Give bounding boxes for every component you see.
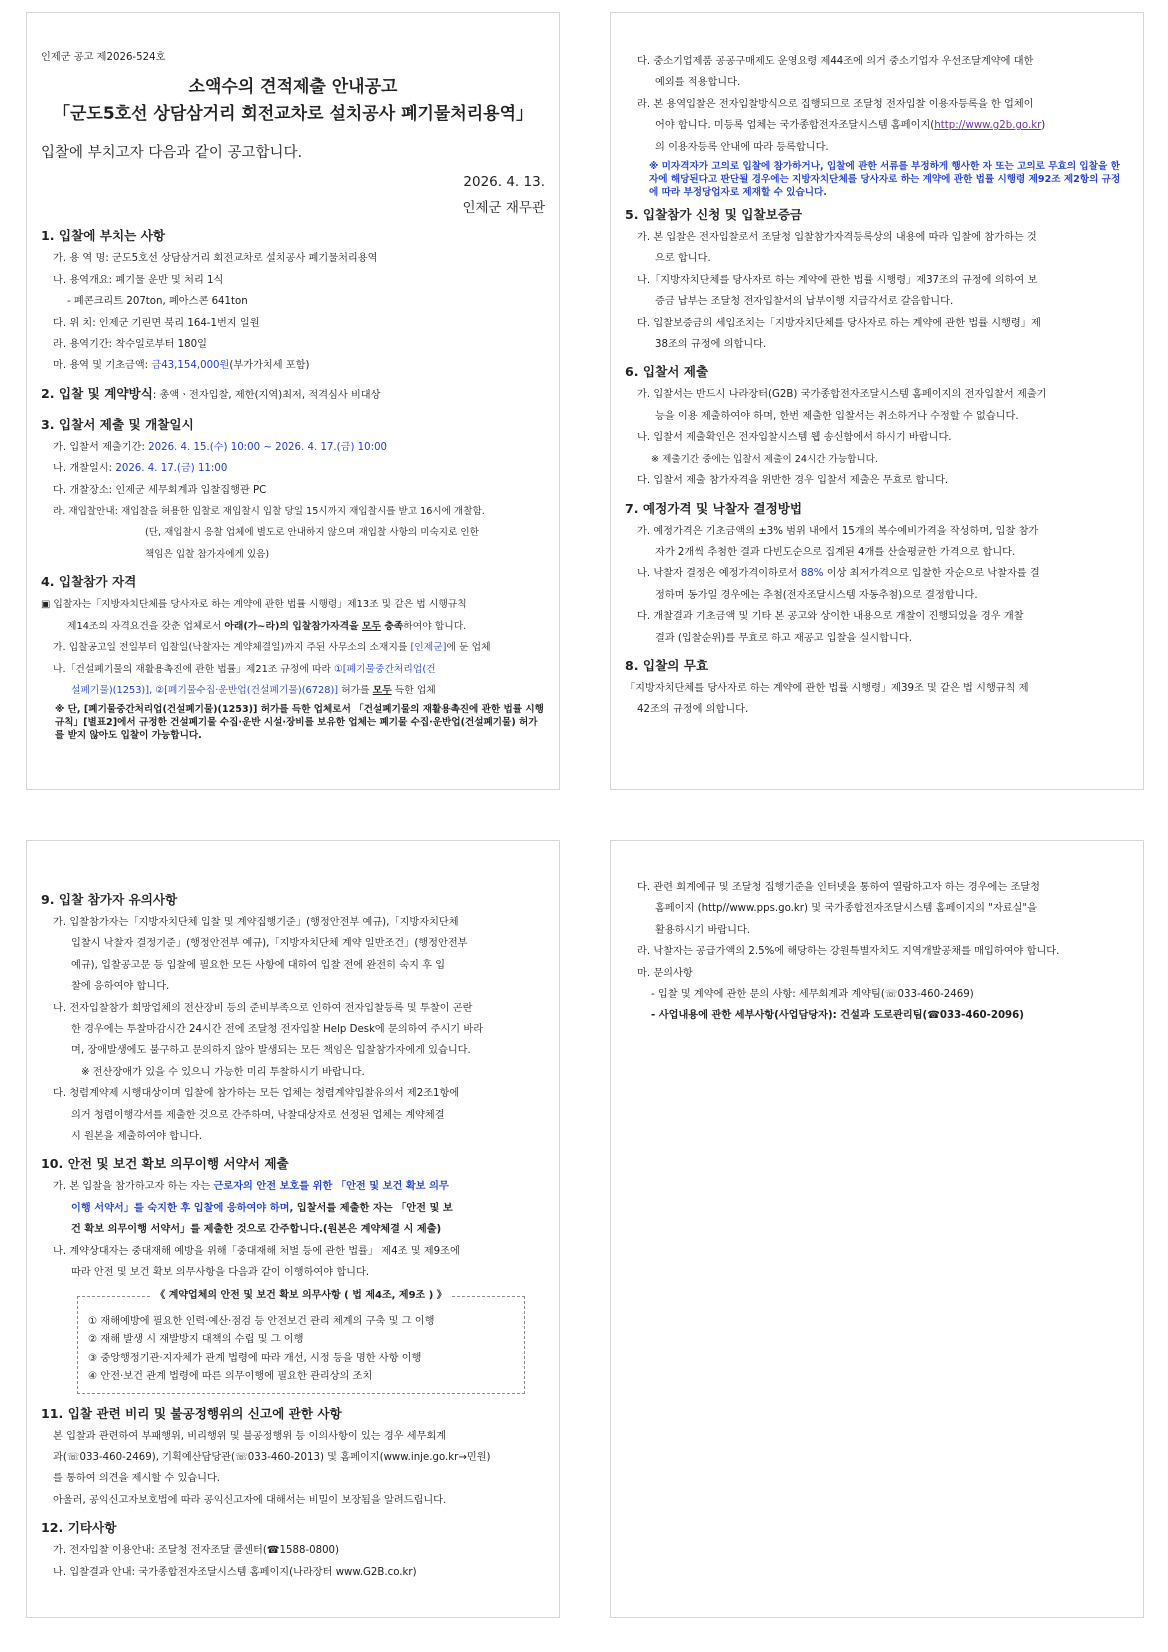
s4-line: 가. 입찰공고일 전일부터 입찰일(낙찰자는 계약체결일)까지 주된 사무소의 소재지를 [인제군]에 둔 업체 xyxy=(53,642,491,654)
p4-line: 다. 관련 회계예규 및 조달청 집행기준을 인터넷을 통하여 열람하고자 하는 경우에는 조달청 xyxy=(637,882,1040,893)
s3-line: 다. 개찰장소: 인제군 세무회계과 입찰집행관 PC xyxy=(53,484,267,496)
s11-line: 를 통하여 의견을 제시할 수 있습니다. xyxy=(53,1473,221,1485)
lead-sentence: 입찰에 부치고자 다음과 같이 공고합니다. xyxy=(41,145,303,162)
s5-line: 다. 입찰보증금의 세입조치는「지방자치단체를 당사자로 하는 계약에 관한 법률 시행령」제 xyxy=(637,317,1041,329)
s4-note: ※ 단, [폐기물중간처리업(건설폐기물)(1253)] 허가를 득한 업체로서 「건설폐기물의 재활용촉진에 관한 법률 시행규칙」[별표2]에서 규정한 건설폐기물 수집·운반 시설·장비를 보유한 업체는 폐기물 수집·운반업(건설폐기물) 허가를 받지 않아도 입찰이 가능합니다. xyxy=(55,704,544,742)
s9-line: 한 경우에는 투찰마감시간 24시간 전에 조달청 전자입찰 Help Desk에 문의하여 주시기 바라 xyxy=(71,1024,484,1036)
s7-line: 결과 (입찰순위)를 무효로 하고 재공고 입찰을 실시합니다. xyxy=(655,632,912,644)
section-8-heading: 8. 입찰의 무효 xyxy=(625,657,709,673)
document-page-1 xyxy=(26,12,560,790)
s1-line: 라. 용역기간: 착수일로부터 180일 xyxy=(53,339,207,351)
s1-line: 다. 위 치: 인제군 기린면 북리 164-1번지 일원 xyxy=(53,317,260,329)
document-page-4 xyxy=(610,840,1144,1618)
s11-line: 아울러, 공익신고자보호법에 따라 공익신고자에 대해서는 비밀이 보장됨을 알려드립니다. xyxy=(53,1494,447,1506)
s7-line: 정하며 동가일 경우에는 추첨(전자조달시스템 자동추첨)으로 결정합니다. xyxy=(655,589,978,601)
s7-line: 자가 2개씩 추첨한 결과 다빈도순으로 집계된 4개를 산술평균한 가격으로 합니다. xyxy=(655,546,1016,558)
s10-line: 따라 안전 및 보건 확보 의무사항을 다음과 같이 이행하여야 합니다. xyxy=(71,1267,370,1279)
g2b-link[interactable]: http://www.g2b.go.kr xyxy=(934,120,1042,132)
s6-line: ※ 제출기간 중에는 입찰서 제출이 24시간 가능합니다. xyxy=(651,453,878,465)
p2-warning-note: ※ 미자격자가 고의로 입찰에 참가하거나, 입찰에 관한 서류를 부정하게 행사한 자 또는 고의로 무효의 입찰을 한 자에 해당된다고 판단될 경우에는 지방자치단체를 당사자로 하는 계약에 관한 법률 시행령 제92조 제2항의 규정에 따라 부정당업자로 제재할 수 있습니다. xyxy=(649,161,1121,199)
s5-line: 가. 본 입찰은 전자입찰로서 조달청 입찰참가자격등록상의 내용에 따라 입찰에 참가하는 것 xyxy=(637,232,1037,244)
s1-line: - 폐콘크리트 207ton, 폐아스콘 641ton xyxy=(67,296,248,308)
section-3-heading: 3. 입찰서 제출 및 개찰일시 xyxy=(41,416,194,432)
s5-line: 으로 합니다. xyxy=(655,253,711,265)
section-4-heading: 4. 입찰참가 자격 xyxy=(41,574,137,590)
safety-item: ④ 안전·보건 관계 법령에 따른 의무이행에 필요한 관리상의 조치 xyxy=(88,1371,373,1382)
safety-item: ② 재해 발생 시 재발방지 대책의 수립 및 그 이행 xyxy=(88,1334,304,1345)
p2-line: 라. 본 용역입찰은 전자입찰방식으로 집행되므로 조달청 전자입찰 이용자등록을 한 업체이 xyxy=(637,98,1034,110)
document-subtitle: 「군도5호선 상담삼거리 회전교차로 설치공사 폐기물처리용역」 xyxy=(52,104,534,125)
s6-line: 가. 입찰서는 반드시 나라장터(G2B) 국가종합전자조달시스템 홈페이지의 전자입찰서 제출기 xyxy=(637,389,1047,401)
base-amount: 금43,154,000원 xyxy=(151,360,230,372)
s6-line: 다. 입찰서 제출 참가자격을 위반한 경우 입찰서 제출은 무효로 합니다. xyxy=(637,475,949,487)
section-2-heading: 2. 입찰 및 계약방식: 총액ㆍ전자입찰, 제한(지역)최저, 적격심사 비대상 xyxy=(41,385,381,401)
s11-line: 본 입찰과 관련하여 부패행위, 비리행위 및 불공정행위 등 이의사항이 있는 경우 세무회계 xyxy=(53,1430,447,1442)
section-7-heading: 7. 예정가격 및 낙찰자 결정방법 xyxy=(625,500,803,516)
section-11-heading: 11. 입찰 관련 비리 및 불공정행위의 신고에 관한 사항 xyxy=(41,1405,342,1421)
s9-line: 다. 청렴계약제 시행대상이며 입찰에 참가하는 모든 업체는 청렴계약입찰유의서 제2조1항에 xyxy=(53,1088,460,1100)
p2-line: 다. 중소기업제품 공공구매제도 운영요령 제44조에 의거 중소기업자 우선조달계약에 대한 xyxy=(637,56,1034,67)
s12-line: 가. 전자입찰 이용안내: 조달청 전자조달 콜센터(☎1588-0800) xyxy=(53,1545,340,1557)
safety-obligations-box xyxy=(77,1289,525,1394)
section-10-heading: 10. 안전 및 보건 확보 의무이행 서약서 제출 xyxy=(41,1156,289,1172)
p4-line: 라. 낙찰자는 공급가액의 2.5%에 해당하는 강원특별자치도 지역개발공채를 매입하여야 합니다. xyxy=(637,946,1060,958)
s1-line: 나. 용역개요: 폐기물 운반 및 처리 1식 xyxy=(53,274,224,286)
s4-line: 나.「건설폐기물의 재활용촉진에 관한 법률」제21조 규정에 따라 ①[폐기물중간처리업(건 xyxy=(53,663,436,675)
s10-line: 이행 서약서」를 숙지한 후 입찰에 응하여야 하며, 입찰서를 제출한 자는 「안전 및 보 xyxy=(71,1202,453,1214)
s9-line: 나. 전자입찰참가 희망업체의 전산장비 등의 준비부족으로 인하여 전자입찰등록 및 투찰이 곤란 xyxy=(53,1002,473,1014)
document-page-2 xyxy=(610,12,1144,790)
safety-item: ③ 중앙행정기관·지자체가 관계 법령에 따라 개선, 시정 등을 명한 사항 이행 xyxy=(88,1352,422,1364)
s12-line: 나. 입찰결과 안내: 국가종합전자조달시스템 홈페이지(나라장터 www.G2B.co.kr) xyxy=(53,1566,417,1578)
s9-line: 입찰시 낙찰자 결정기준」(행정안전부 예규),「지방자치단체 계약 일반조건」(행정안전부 xyxy=(71,938,468,950)
s8-line: 42조의 규정에 의합니다. xyxy=(637,704,749,716)
s3-line: (단, 재입찰시 응찰 업체에 별도로 안내하지 않으며 재입찰 사항의 미숙지로 인한 xyxy=(145,527,479,539)
notice-number: 인제군 공고 제2026-524호 xyxy=(41,52,166,63)
s9-line: 시 원본을 제출하여야 합니다. xyxy=(71,1131,203,1143)
safety-item: ① 재해예방에 필요한 인력·예산·점검 등 안전보건 관리 체계의 구축 및 그 이행 xyxy=(88,1315,435,1327)
s1-line: 마. 용역 및 기초금액: 금43,154,000원(부가가치세 포함) xyxy=(53,360,310,372)
s9-line: 가. 입찰참가자는「지방자치단체 입찰 및 계약집행기준」(행정안전부 예규),「지방자치단체 xyxy=(53,917,459,928)
s1-line: 가. 용 역 명: 군도5호선 상담삼거리 회전교차로 설치공사 폐기물처리용역 xyxy=(53,253,378,265)
section-6-heading: 6. 입찰서 제출 xyxy=(625,364,709,380)
document-title: 소액수의 견적제출 안내공고 xyxy=(188,77,398,98)
section-12-heading: 12. 기타사항 xyxy=(41,1520,117,1536)
s4-line: 설폐기물)(1253)], ②[폐기물수집·운반업(건설폐기물)(6728)] 허가를 모두 득한 업체 xyxy=(71,684,436,696)
section-5-heading: 5. 입찰참가 신청 및 입찰보증금 xyxy=(625,207,803,223)
s10-line: 가. 본 입찰을 참가하고자 하는 자는 근로자의 안전 보호를 위한 「안전 및 보건 확보 의무 xyxy=(53,1181,449,1193)
p2-line: 의 이용자등록 안내에 따라 등록합니다. xyxy=(655,141,829,153)
p4-line: - 입찰 및 계약에 관한 문의 사항: 세무회계과 계약팀(☏033-460-2469) xyxy=(651,989,974,1001)
s7-line: 나. 낙찰자 결정은 예정가격이하로서 88% 이상 최저가격으로 입찰한 자순으로 낙찰자를 결 xyxy=(637,568,1040,580)
s5-line: 38조의 규정에 의합니다. xyxy=(655,339,767,351)
p2-line: 예외를 적용합니다. xyxy=(655,77,741,89)
s9-line: 며, 장애발생에도 불구하고 문의하지 않아 발생되는 모든 책임은 입찰참가자에게 있습니다. xyxy=(71,1045,471,1057)
section-1-heading: 1. 입찰에 부치는 사항 xyxy=(41,228,166,244)
p4-line: 마. 문의사항 xyxy=(637,967,693,979)
document-page-3 xyxy=(26,840,560,1618)
s11-line: 과(☏033-460-2469), 기획예산담당관(☏033-460-2013) 및 홈페이지(www.inje.go.kr→민원) xyxy=(53,1451,491,1463)
p4-line: - 사업내용에 관한 세부사항(사업담당자): 건설과 도로관리팀(☎033-460-2096) xyxy=(651,1010,1024,1022)
s3-line: 가. 입찰서 제출기간: 2026. 4. 15.(수) 10:00 ~ 2026. 4. 17.(금) 10:00 xyxy=(53,441,388,453)
s4-line: ▣ 입찰자는「지방자치단체를 당사자로 하는 계약에 관한 법률 시행령」제13조 및 같은 법 시행규칙 xyxy=(41,599,467,611)
p2-line: 어야 합니다. 미등록 업체는 국가종합전자조달시스템 홈페이지(http://www.g2b.go.kr) xyxy=(655,120,1046,132)
s3-line: 라. 재입찰안내: 재입찰을 허용한 입찰로 재입찰시 입찰 당일 15시까지 재입찰시를 받고 16시에 개찰함. xyxy=(53,506,485,518)
s9-line: ※ 전산장애가 있을 수 있으니 가능한 미리 투찰하시기 바랍니다. xyxy=(81,1066,365,1078)
s9-line: 찰에 응하여야 합니다. xyxy=(71,981,170,993)
s8-line: 「지방자치단체를 당사자로 하는 계약에 관한 법률 시행령」제39조 및 같은 법 시행규칙 제 xyxy=(625,682,1029,694)
s6-line: 나. 입찰서 제출확인은 전자입찰시스템 웹 송신함에서 하시기 바랍니다. xyxy=(637,432,952,444)
notice-date: 2026. 4. 13. xyxy=(463,174,545,191)
s5-line: 나.「지방자치단체를 당사자로 하는 계약에 관한 법률 시행령」제37조의 규정에 의하여 보 xyxy=(637,274,1038,286)
notice-issuer: 인제군 재무관 xyxy=(462,200,545,217)
s3-line: 책임은 입찰 참가자에게 있음) xyxy=(145,548,270,560)
s4-line: 제14조의 자격요건을 갖춘 업체로서 아래(가~라)의 입찰참가자격을 모두 충족하여야 합니다. xyxy=(67,620,467,632)
s6-line: 능을 이용 제출하여야 하며, 한번 제출한 입찰서는 취소하거나 수정할 수 없습니다. xyxy=(655,410,1019,422)
s10-line: 나. 계약상대자는 중대재해 예방을 위해「중대재해 처벌 등에 관한 법률」 제4조 및 제9조에 xyxy=(53,1245,460,1257)
s7-line: 다. 개찰결과 기초금액 및 기타 본 공고와 상이한 내용으로 개찰이 진행되었을 경우 개찰 xyxy=(637,611,1024,623)
s10-line: 건 확보 의무이행 서약서」를 제출한 것으로 간주합니다.(원본은 계약체결 시 제출) xyxy=(71,1224,442,1236)
p4-line: 활용하시기 바랍니다. xyxy=(655,924,751,936)
s3-line: 나. 개찰일시: 2026. 4. 17.(금) 11:00 xyxy=(53,463,228,475)
s5-line: 증금 납부는 조달청 전자입찰서의 납부이행 지급각서로 갈음합니다. xyxy=(655,296,954,308)
section-9-heading: 9. 입찰 참가자 유의사항 xyxy=(41,892,178,907)
s9-line: 예규), 입찰공고문 등 입찰에 필요한 모든 사항에 대하여 입찰 전에 완전히 숙지 후 입 xyxy=(71,959,446,971)
p4-line: 홈페이지 (http//www.pps.go.kr) 및 국가종합전자조달시스템 홈페이지의 "자료실"을 xyxy=(655,903,1037,915)
s7-line: 가. 예정가격은 기초금액의 ±3% 범위 내에서 15개의 복수예비가격을 작성하며, 입찰 참가 xyxy=(637,525,1039,537)
safety-box-title: 《 계약업체의 안전 및 보건 확보 의무사항 ( 법 제4조, 제9조 ) 》 xyxy=(151,1290,451,1301)
s9-line: 의거 청렴이행각서를 제출한 것으로 간주하며, 낙찰대상자로 선정된 업체는 계약체결 xyxy=(71,1109,445,1121)
